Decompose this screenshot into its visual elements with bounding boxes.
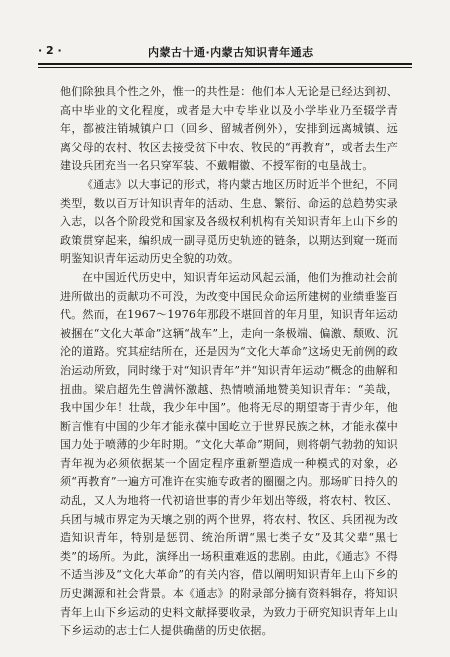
paragraph-continued: 他们除独具个性之外，惟一的共性是：他们本人无论是已经达到初、高中毕业的文化程度，或者是大中专毕业以及小学毕业乃至辍学青年，都被注销城镇户口（回乡、留城者例外），安排到远离城镇、远离父母的农村、牧区去接受贫下中农、牧民的“再教育”，或者去生产建设兵团充当一名只穿军装、不戴帽徽、不授军衔的屯垦战士。 bbox=[60, 85, 398, 173]
running-title: 内蒙古十通·内蒙古知识青年通志 bbox=[148, 46, 314, 59]
body-text bbox=[60, 83, 398, 641]
paragraph-historical-context: 在中国近代历史中，知识青年运动风起云涌，他们为推动社会前进所做出的贡献功不可没，为改变中国民众命运所建树的业绩垂鉴百代。然而，在1967～1976年那段不堪回首的年月里，知识青年运动被捆在“文化大革命”这辆“战车”上，走向一条极端、偏激、颓败、沉沦的道路。究其症结所在，还是因为“文化大革命”这场史无前例的政治运动所致，同时缘于对“知识青年”并“知识青年运动”概念的曲解和扭曲。梁启超先生曾满怀激越、热情喷涌地赞美知识青年：“美哉，我中国少年！壮哉，我少年中国”。他将无尽的期望寄于青少年，他断言惟有中国的少年才能永葆中国屹立于世界民族之林，才能永葆中国力处于喷薄的少年时期。“文化大革命”期间，则将朝气勃勃的知识青年视为必须依据某一个固定程序重新塑造成一种模式的对象，必须“再教育”一遍方可准许在实施专政者的圈圈之内。那场旷日持久的动乱，又人为地将一代初谙世事的青少年划出等级，将农村、牧区、兵团与城市界定为天壤之别的两个世界，将农村、牧区、兵团视为改造知识青年，特别是惩罚、统治所谓“黑七类子女”及其父辈“黑七类”的场所。为此，演绎出一场积重难返的悲剧。由此，《通志》不得不适当涉及“文化大革命”的有关内容，借以阐明知识青年上山下乡的历史渊源和社会背景。本《通志》的附录部分摘有资料辑存，将知识青年上山下乡运动的史料文献择要收录，为致力于研究知识青年上山下乡运动的志士仁人提供确凿的历史依据。 bbox=[60, 270, 398, 638]
page-number: · 2 · bbox=[38, 44, 62, 57]
header-rule-thin bbox=[38, 67, 412, 68]
paragraph-tongzhi-format: 《通志》以大事记的形式，将内蒙古地区历时近半个世纪，不同类型，数以百万计知识青年的活动、生息、繁衍、命运的总趋势实录入志，以各个阶段党和国家及各级权利机构有关知识青年上山下乡的政策贯穿起来，编织成一副寻觅历史轨迹的链条，以期达到窥一斑而明鉴知识青年运动历史全貌的功效。 bbox=[60, 177, 398, 266]
page-header bbox=[38, 42, 412, 64]
header-rule-thick bbox=[38, 63, 412, 65]
